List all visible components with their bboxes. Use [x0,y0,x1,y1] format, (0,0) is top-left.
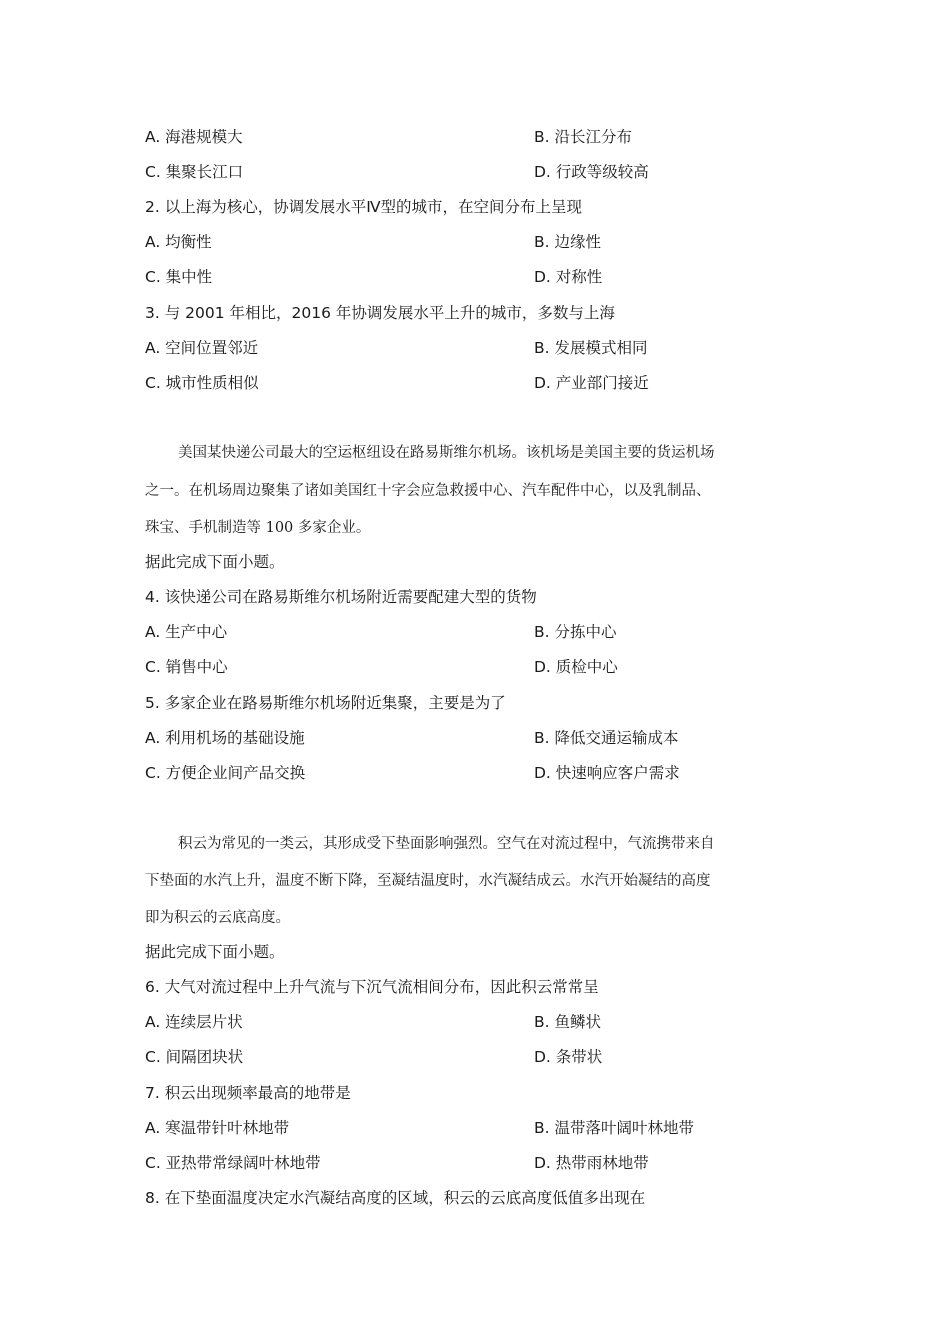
q7-option-d: D. 热带雨林地带 [534,1154,649,1172]
q4-option-a: A. 生产中心 [145,623,228,641]
passage2-line3: 珠宝、手机制造等 100 多家企业。 [145,520,371,536]
q4-option-b: B. 分拣中心 [534,623,617,641]
q2-option-a: A. 均衡性 [145,233,212,251]
passage2-instruction: 据此完成下面小题。 [145,553,285,571]
q5-stem: 5. 多家企业在路易斯维尔机场附近集聚，主要是为了 [145,694,506,712]
q6-option-c: C. 间隔团块状 [145,1048,244,1066]
q6-option-a: A. 连续层片状 [145,1013,243,1031]
q2-option-c: C. 集中性 [145,268,213,286]
passage3-line1: 积云为常见的一类云，其形成受下垫面影响强烈。空气在对流过程中，气流携带来自 [178,836,715,852]
q7-stem: 7. 积云出现频率最高的地带是 [145,1084,351,1102]
q1-option-c: C. 集聚长江口 [145,163,244,181]
q5-option-b: B. 降低交通运输成本 [534,729,679,747]
q6-option-b: B. 鱼鳞状 [534,1013,601,1031]
q2-option-b: B. 边缘性 [534,233,601,251]
q3-option-b: B. 发展模式相同 [534,339,648,357]
q7-option-c: C. 亚热带常绿阔叶林地带 [145,1154,321,1172]
q1-option-a: A. 海港规模大 [145,128,243,146]
q4-option-d: D. 质检中心 [534,658,618,676]
q6-option-d: D. 条带状 [534,1048,603,1066]
passage3-line3: 即为积云的云底高度。 [145,910,290,926]
q3-stem: 3. 与 2001 年相比，2016 年协调发展水平上升的城市，多数与上海 [145,304,615,322]
q3-option-c: C. 城市性质相似 [145,374,259,392]
q1-option-b: B. 沿长江分布 [534,128,632,146]
q7-option-a: A. 寒温带针叶林地带 [145,1119,290,1137]
q5-option-a: A. 利用机场的基础设施 [145,729,305,747]
q8-stem: 8. 在下垫面温度决定水汽凝结高度的区域，积云的云底高度低值多出现在 [145,1189,646,1207]
q5-option-c: C. 方便企业间产品交换 [145,764,306,782]
q2-stem: 2. 以上海为核心，协调发展水平Ⅳ型的城市，在空间分布上呈现 [145,198,583,216]
q6-stem: 6. 大气对流过程中上升气流与下沉气流相间分布，因此积云常常呈 [145,978,599,996]
q2-option-d: D. 对称性 [534,268,603,286]
q1-option-d: D. 行政等级较高 [534,163,649,181]
q3-option-d: D. 产业部门接近 [534,374,649,392]
q4-stem: 4. 该快递公司在路易斯维尔机场附近需要配建大型的货物 [145,588,537,606]
q7-option-b: B. 温带落叶阔叶林地带 [534,1119,694,1137]
q5-option-d: D. 快速响应客户需求 [534,764,680,782]
passage2-line1: 美国某快递公司最大的空运枢纽设在路易斯维尔机场。该机场是美国主要的货运机场 [178,445,715,461]
passage3-instruction: 据此完成下面小题。 [145,943,285,961]
q4-option-c: C. 销售中心 [145,658,228,676]
q3-option-a: A. 空间位置邻近 [145,339,259,357]
passage3-line2: 下垫面的水汽上升，温度不断下降，至凝结温度时，水汽凝结成云。水汽开始凝结的高度 [145,873,711,889]
passage2-line2: 之一。在机场周边聚集了诸如美国红十字会应急救援中心、汽车配件中心，以及乳制品、 [145,483,711,499]
